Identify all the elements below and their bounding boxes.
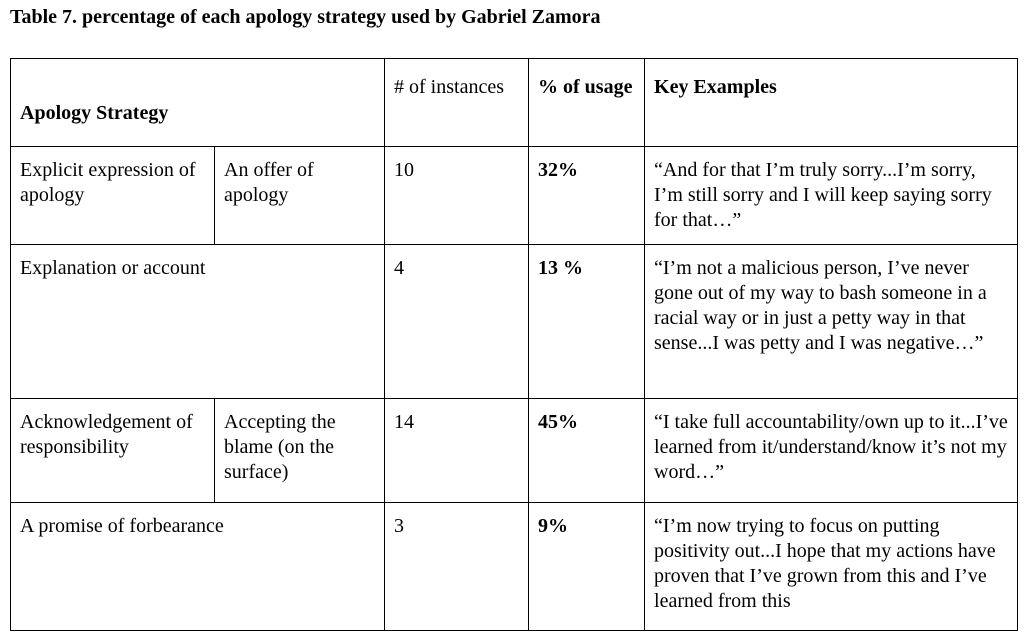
example-cell: “I take full accountability/own up to it...I’ve learned from it/understand/know it’s not my word…” — [645, 399, 1018, 503]
header-key-examples: Key Examples — [645, 59, 1018, 147]
instances-cell: 3 — [385, 503, 529, 631]
strategy-cell: A promise of forbearance — [11, 503, 385, 631]
example-cell: “I’m not a malicious person, I’ve never gone out of my way to bash someone in a racial way or in just a petty way in that sense...I was petty and I was negative…” — [645, 245, 1018, 399]
example-cell: “I’m now trying to focus on putting positivity out...I hope that my actions have proven that I’ve grown from this and I’ve learned from this — [645, 503, 1018, 631]
table-row — [11, 503, 1018, 631]
header-instances: # of instances — [385, 59, 529, 147]
example-cell: “And for that I’m truly sorry...I’m sorry, I’m still sorry and I will keep saying sorry for that…” — [645, 147, 1018, 245]
table-row — [11, 147, 1018, 245]
header-apology-strategy: Apology Strategy — [11, 59, 385, 147]
table-caption: Table 7. percentage of each apology strategy used by Gabriel Zamora — [10, 6, 601, 28]
usage-cell: 9% — [529, 503, 645, 631]
apology-strategy-table — [10, 58, 1018, 631]
instances-cell: 14 — [385, 399, 529, 503]
usage-cell: 45% — [529, 399, 645, 503]
usage-cell: 13 % — [529, 245, 645, 399]
usage-cell: 32% — [529, 147, 645, 245]
table-header-row — [11, 59, 1018, 147]
strategy-cell: Acknowledgement of responsibility — [11, 399, 215, 503]
substrategy-cell: Accepting the blame (on the surface) — [215, 399, 385, 503]
strategy-cell: Explanation or account — [11, 245, 385, 399]
table-row — [11, 399, 1018, 503]
instances-cell: 4 — [385, 245, 529, 399]
header-usage: % of usage — [529, 59, 645, 147]
instances-cell: 10 — [385, 147, 529, 245]
table-row — [11, 245, 1018, 399]
substrategy-cell: An offer of apology — [215, 147, 385, 245]
strategy-cell: Explicit expression of apology — [11, 147, 215, 245]
